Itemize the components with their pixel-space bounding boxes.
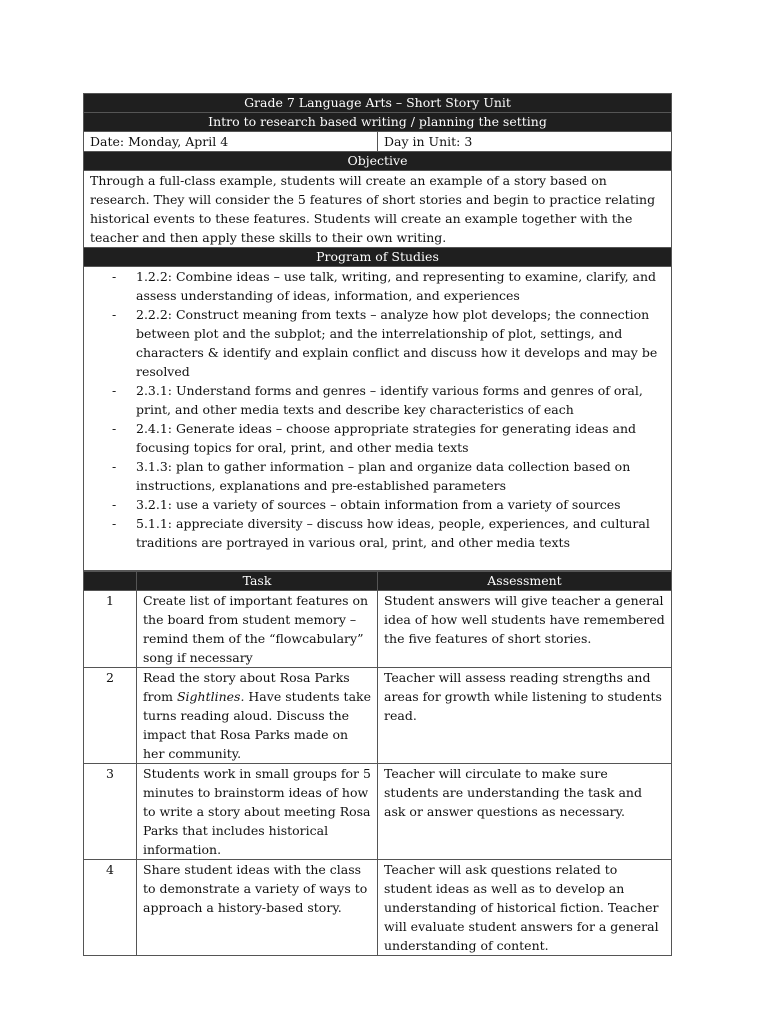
task-number: 2: [84, 668, 137, 764]
table-row: [84, 668, 672, 764]
program-item: - 3.2.1: use a variety of sources – obtain information from a variety of sources: [112, 495, 665, 514]
program-list: [84, 267, 671, 570]
table-row: [84, 860, 672, 956]
lesson-subtitle: Intro to research based writing / planning the setting: [84, 113, 672, 132]
task-header: Task: [137, 572, 378, 591]
task-table: [83, 571, 672, 956]
lesson-plan-document: [83, 93, 671, 956]
objective-heading: Objective: [84, 152, 672, 171]
task-text: Have students take turns reading aloud. Discuss the impact that Rosa Parks made on her community.: [143, 689, 371, 761]
objective-text: Through a full-class example, students will create an example of a story based on research. They will consider the 5 features of short stories and begin to practice relating historical events to these features. Students will create an example together with the teacher and then apply these skills to their own writing.: [84, 171, 672, 248]
program-item: - 2.2.2: Construct meaning from texts – analyze how plot develops; the connection between plot and the subplot; and the interrelationship of plot, settings, and characters & identify and explain conflict and discuss how it develops and may be resolved: [112, 305, 665, 381]
task-assessment: Teacher will ask questions related to student ideas as well as to develop an understanding of historical fiction. Teacher will evaluate student answers for a general understanding of content.: [378, 860, 672, 956]
program-item: - 2.4.1: Generate ideas – choose appropriate strategies for generating ideas and focusing topics for oral, print, and other media texts: [112, 419, 665, 457]
task-assessment: Student answers will give teacher a general idea of how well students have remembered the five features of short stories.: [378, 591, 672, 668]
task-assessment: Teacher will circulate to make sure students are understanding the task and ask or answer questions as necessary.: [378, 764, 672, 860]
task-description: [137, 668, 378, 764]
task-description: Students work in small groups for 5 minutes to brainstorm ideas of how to write a story about meeting Rosa Parks that includes historical information.: [137, 764, 378, 860]
table-row: [84, 764, 672, 860]
program-item: - 1.2.2: Combine ideas – use talk, writing, and representing to examine, clarify, and assess understanding of ideas, information, and experiences: [112, 267, 665, 305]
program-heading: Program of Studies: [84, 248, 672, 267]
program-item: - 3.1.3: plan to gather information – plan and organize data collection based on instructions, explanations and pre-established parameters: [112, 457, 665, 495]
program-item: - 5.1.1: appreciate diversity – discuss how ideas, people, experiences, and cultural traditions are portrayed in various oral, print, and other media texts: [112, 514, 665, 552]
program-item: - 2.3.1: Understand forms and genres – identify various forms and genres of oral, print, and other media texts and describe key characteristics of each: [112, 381, 665, 419]
task-number: 3: [84, 764, 137, 860]
program-list-cell: [84, 267, 672, 571]
lesson-date: Date: Monday, April 4: [84, 132, 378, 152]
lesson-title: Grade 7 Language Arts – Short Story Unit: [84, 94, 672, 113]
book-title: Sightlines.: [176, 689, 245, 704]
lesson-day: Day in Unit: 3: [378, 132, 672, 152]
lesson-header-table: [83, 93, 672, 571]
table-row: [84, 591, 672, 668]
task-assessment: Teacher will assess reading strengths and areas for growth while listening to students read.: [378, 668, 672, 764]
task-description: Create list of important features on the board from student memory – remind them of the “flowcabulary” song if necessary: [137, 591, 378, 668]
task-number-header: [84, 572, 137, 591]
task-text: Read the story about Rosa Parks from: [143, 670, 350, 704]
task-number: 4: [84, 860, 137, 956]
task-number: 1: [84, 591, 137, 668]
assessment-header: Assessment: [378, 572, 672, 591]
task-description: Share student ideas with the class to demonstrate a variety of ways to approach a history-based story.: [137, 860, 378, 956]
